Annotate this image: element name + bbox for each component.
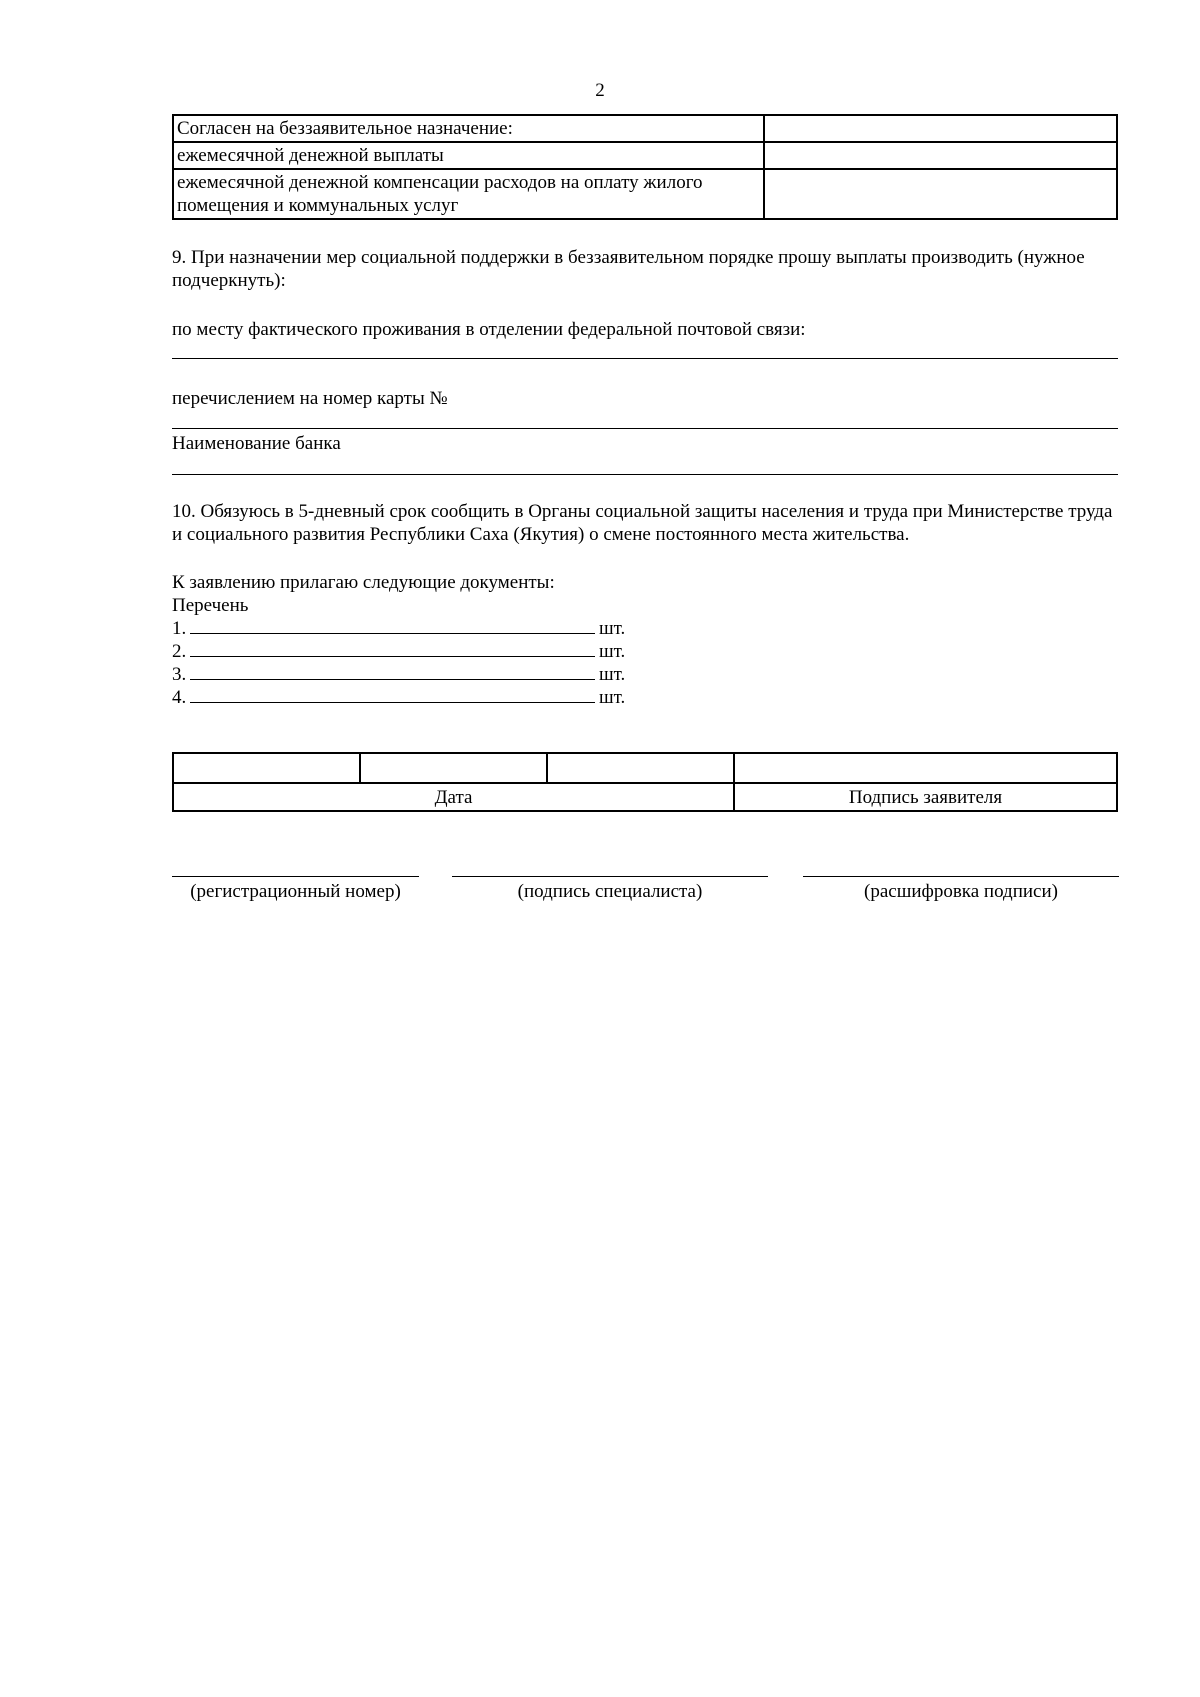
table-row: [173, 142, 1117, 169]
attachments-intro: К заявлению прилагаю следующие документы:: [172, 572, 555, 593]
section-10-text: 10. Обязуюсь в 5-дневный срок сообщить в Органы социальной защиты населения и труда при Министерстве труда и социального развития Республики Саха (Якутия) о смене постоянного места жительства.: [172, 501, 1113, 545]
consent-housing-compensation-label: ежемесячной денежной компенсации расходов на оплату жилого помещения и коммунальных услуг: [173, 169, 764, 219]
applicant-signature-cell[interactable]: [734, 753, 1117, 783]
page-number: 2: [595, 80, 605, 101]
item-number: 1.: [172, 618, 187, 639]
table-row: [173, 115, 1117, 142]
specialist-signature-field[interactable]: [452, 876, 768, 877]
item-unit: шт.: [599, 618, 626, 639]
list-item: [172, 640, 625, 663]
consent-mark-cell[interactable]: [764, 115, 1117, 142]
payment-option-card: перечислением на номер карты №: [172, 388, 448, 409]
item-unit: шт.: [599, 641, 626, 662]
document-name-field[interactable]: [190, 617, 595, 634]
card-number-field[interactable]: [172, 428, 1118, 429]
document-name-field[interactable]: [190, 663, 595, 680]
list-item: [172, 686, 625, 709]
date-label: Дата: [173, 783, 734, 811]
item-number: 4.: [172, 687, 187, 708]
consent-table: [172, 114, 1118, 220]
document-name-field[interactable]: [190, 686, 595, 703]
table-row: [173, 753, 1117, 783]
consent-label: Согласен на беззаявительное назначение:: [173, 115, 764, 142]
consent-monthly-payment-cell[interactable]: [764, 142, 1117, 169]
item-unit: шт.: [599, 664, 626, 685]
item-unit: шт.: [599, 687, 626, 708]
table-row: [173, 783, 1117, 811]
date-month-cell[interactable]: [360, 753, 547, 783]
post-office-field[interactable]: [172, 358, 1118, 359]
date-day-cell[interactable]: [173, 753, 360, 783]
document-name-field[interactable]: [190, 640, 595, 657]
applicant-signature-label: Подпись заявителя: [734, 783, 1117, 811]
reg-number-field[interactable]: [172, 876, 419, 877]
specialist-signature-caption: (подпись специалиста): [517, 881, 703, 902]
date-year-cell[interactable]: [547, 753, 734, 783]
date-signature-table: [172, 752, 1118, 812]
signature-decoding-caption: (расшифровка подписи): [864, 881, 1058, 902]
list-item: [172, 617, 625, 640]
list-item: [172, 663, 625, 686]
item-number: 3.: [172, 664, 187, 685]
reg-number-caption: (регистрационный номер): [190, 881, 401, 902]
table-row: [173, 169, 1117, 219]
consent-monthly-payment-label: ежемесячной денежной выплаты: [173, 142, 764, 169]
bank-name-label: Наименование банка: [172, 433, 341, 454]
item-number: 2.: [172, 641, 187, 662]
attachments-list-title: Перечень: [172, 595, 249, 616]
consent-housing-compensation-cell[interactable]: [764, 169, 1117, 219]
signature-decoding-field[interactable]: [803, 876, 1119, 877]
bank-name-field[interactable]: [172, 474, 1118, 475]
payment-option-post: по месту фактического проживания в отделении федеральной почтовой связи:: [172, 319, 806, 340]
section-9-text: 9. При назначении мер социальной поддержки в беззаявительном порядке прошу выплаты производить (нужное подчеркнуть):: [172, 247, 1085, 291]
